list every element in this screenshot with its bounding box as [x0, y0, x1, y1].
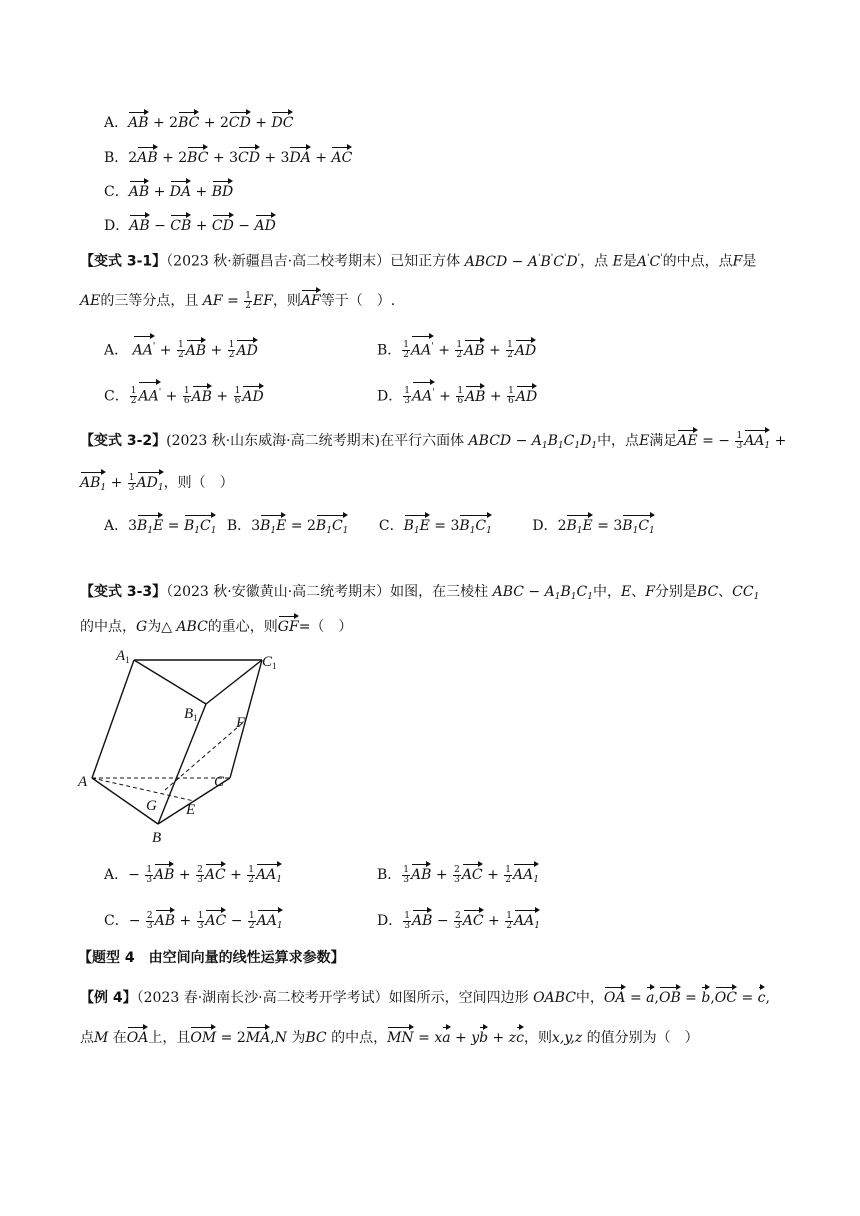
variant-3-2-line1: 【变式 3-2】(2023 秋·山东威海·高二统考期末)在平行六面体 ABCD − $A_1B_1C_1D_1$中，点E满足AE = − $\frac{1}{3}$ $AA_1$ + [80, 428, 786, 456]
prism-figure [72, 640, 292, 850]
option-b-prev: B．2AB + 2BC + 3CD + 3DA + AC [104, 145, 352, 168]
option-c-prev: C．AB + DA + BD [104, 179, 233, 202]
variant-3-1-line1: 【变式 3-1】（2023 秋·新疆昌吉·高二校考期末）已知正方体 ABCD − A'B'C'D'，点 E是A'C'的中点，点F是 [80, 253, 757, 270]
example-4-line2: 点M 在OA上，且OM = 2MA,N 为BC 的中点，MN = xa + yb + zc，则x,y,z 的值分别为（ ） [80, 1025, 699, 1048]
option-a-prev: A．AB + 2BC + 2CD + DC [104, 110, 293, 133]
label-b1: $B_1$ [184, 706, 198, 723]
variant-3-3-option-b: B． $\frac{1}{3}$ AB + $\frac{2}{3}$ AC + $\frac{1}{2}$ $AA_1$ [377, 862, 539, 890]
variant-3-1-option-c: C． $\frac{1}{2}$ AA' + $\frac{1}{6}$ AB + $\frac{1}{6}$ AD [104, 380, 264, 407]
type-4-heading: 【题型 4 由空间向量的线性运算求参数】 [78, 950, 345, 966]
label-c: C [214, 774, 225, 790]
variant-3-2-options: A．$3B_1E = B_1C_1$ B．$3B_1E = 2B_1C_1$ C．$B_1E = 3B_1C_1$ D．$2B_1E = 3B_1C_1$ [104, 513, 655, 541]
example-4-line1: 【例 4】（2023 春·湖南长沙·高二校考开学考试）如图所示，空间四边形 OABC中，OA = a,OB = b,OC = c, [80, 985, 770, 1008]
variant-3-3-line2: 的中点，G为△ ABC的重心，则GF=（ ） [80, 614, 352, 637]
label-a1: $A_1$ [116, 648, 130, 665]
variant-3-3-line1: 【变式 3-3】（2023 秋·安徽黄山·高二统考期末）如图，在三棱柱 ABC − $A_1B_1C_1$中，E、F分别是BC、$CC_1$ [80, 584, 760, 602]
variant-3-1-option-d: D． $\frac{1}{3}$ AA' + $\frac{1}{6}$ AB + $\frac{1}{6}$ AD [377, 380, 537, 407]
label-f: F [236, 715, 246, 731]
label-g: G [146, 798, 157, 814]
label-a: A [78, 774, 88, 790]
variant-3-3-option-a: A．− $\frac{1}{3}$ AB + $\frac{2}{3}$ AC + $\frac{1}{2}$ $AA_1$ [104, 862, 282, 890]
label-c1: $C_1$ [262, 654, 277, 671]
label-b: B [152, 830, 162, 846]
variant-3-2-line2: $AB_1$ + $\frac{1}{3}$ $AD_1$，则（ ） [80, 470, 234, 498]
option-d-prev: D．AB − CB + CD − AD [104, 213, 276, 236]
variant-3-3-option-d: D． $\frac{1}{3}$ AB − $\frac{2}{3}$ AC + $\frac{1}{2}$ $AA_1$ [377, 908, 540, 936]
label-e: E [186, 802, 196, 818]
variant-3-1-line2: AE的三等分点，且 AF = $\frac{1}{2}$ EF，则AF等于（ ）. [80, 288, 395, 311]
variant-3-3-option-c: C．− $\frac{2}{3}$ AB + $\frac{1}{3}$ AC − $\frac{1}{2}$ $AA_1$ [104, 908, 283, 936]
variant-3-1-option-a: A． AA' + $\frac{1}{2}$ AB + $\frac{1}{2}$ AD [104, 334, 258, 361]
variant-3-1-option-b: B． $\frac{1}{2}$ AA' + $\frac{1}{2}$ AB + $\frac{1}{2}$ AD [377, 334, 536, 361]
